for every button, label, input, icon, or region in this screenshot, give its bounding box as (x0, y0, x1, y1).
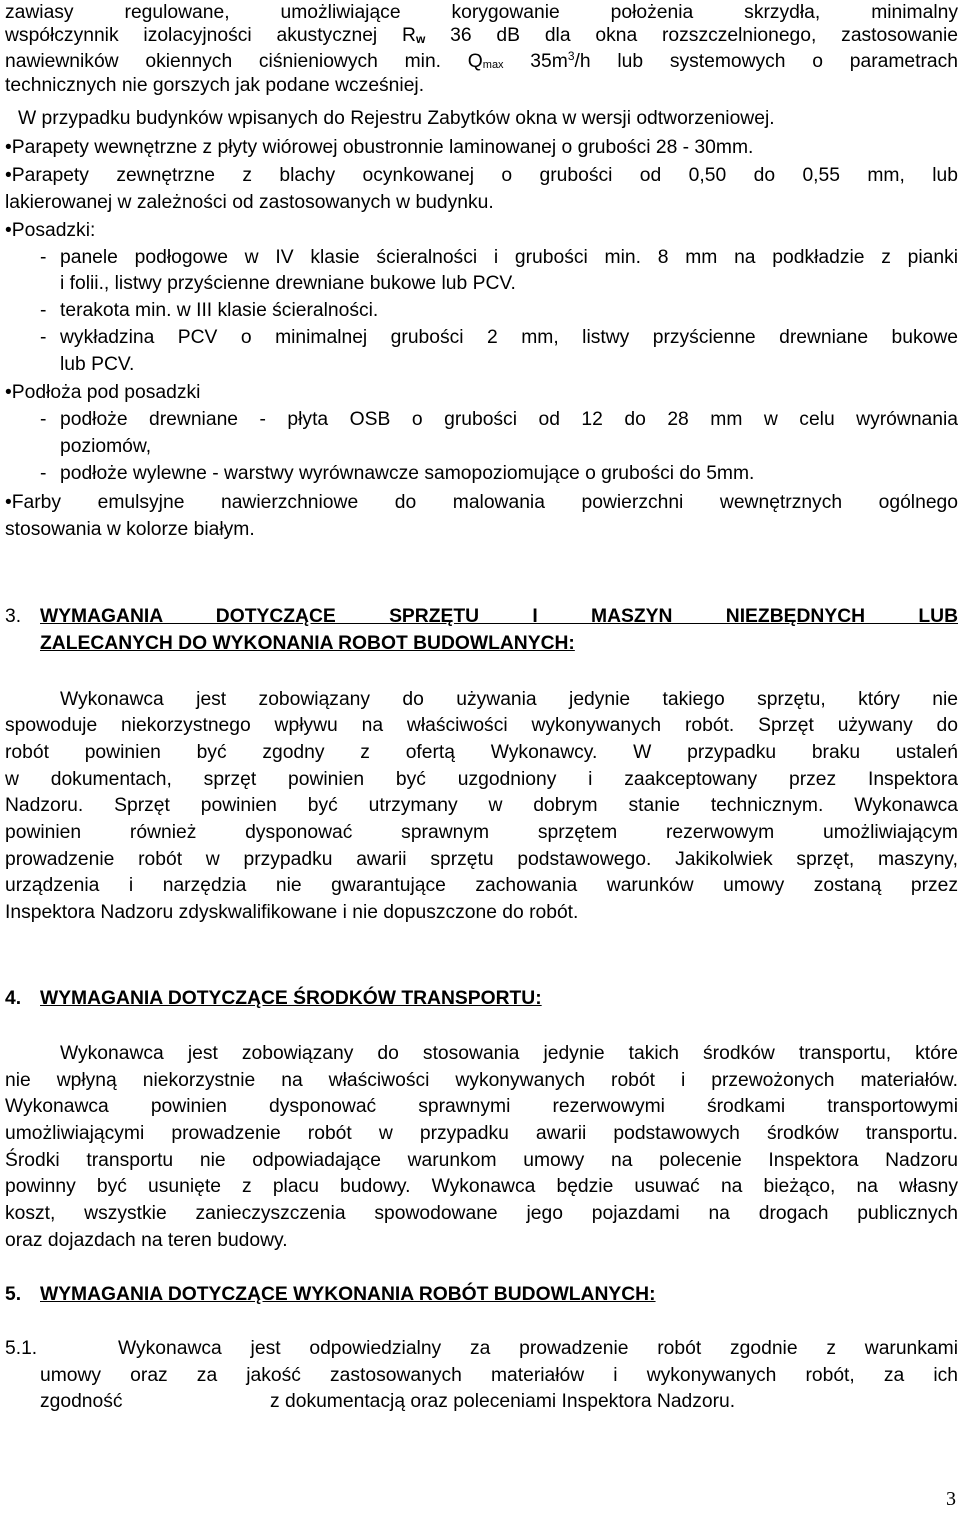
list-dash: - (40, 247, 47, 268)
text-line (5, 517, 958, 543)
list-item (60, 298, 958, 324)
paragraph-line (5, 1174, 958, 1200)
paragraph-line (5, 820, 958, 846)
list-item (60, 407, 958, 433)
text: powinien również dysponować sprawnym sprzętem rezerwowym umożliwiającym (5, 822, 958, 843)
text: z dokumentacją oraz poleceniami Inspektora Nadzoru. (270, 1391, 736, 1412)
text: 35m (503, 51, 568, 72)
text: Wykonawca jest odpowiedzialny za prowadzenie robót zgodnie z warunkami (118, 1338, 958, 1359)
text: Wykonawca jest zobowiązany do używania jedynie takiego sprzętu, który nie (60, 689, 958, 710)
text: robót powinien być zgodny z ofertą Wykonawcy. W przypadku braku ustaleń (5, 742, 958, 763)
text: •Farby emulsyjne nawierzchniowe do malowania powierzchni wewnętrznych ogólnego (5, 492, 958, 513)
section-number: 3. (5, 606, 22, 627)
paragraph-line (118, 1336, 958, 1362)
bullet-item (5, 163, 958, 189)
paragraph-line (5, 1121, 958, 1147)
bullet-item (5, 490, 958, 516)
text: Inspektora Nadzoru zdyskwalifikowane i nie dopuszczone do robót. (5, 902, 579, 923)
section-number: 4. (5, 988, 22, 1009)
text: Nadzoru. Sprzęt powinien być utrzymany w dobrym stanie technicznym. Wykonawca (5, 795, 958, 816)
text: lakierowanej w zależności od zastosowanych w budynku. (5, 192, 494, 213)
paragraph-line (5, 900, 958, 926)
section-title (40, 1282, 958, 1308)
list-dash: - (40, 409, 47, 430)
text: 36 dB dla okna rozszczelnionego, zastosowanie (425, 25, 958, 46)
paragraph-line (5, 1094, 958, 1120)
paragraph-line (270, 1389, 958, 1415)
text: WYMAGANIA DOTYCZĄCE SPRZĘTU I MASZYN NIEZBĘDNYCH LUB (40, 606, 958, 627)
list-item (60, 325, 958, 351)
paragraph-line (5, 1201, 958, 1227)
text: •Parapety wewnętrzne z płyty wiórowej obustronnie laminowanej o grubości 28 - 30mm. (5, 137, 754, 158)
list-dash: - (40, 300, 47, 321)
text: •Podłoża pod posadzki (5, 382, 201, 403)
text-line (5, 49, 958, 75)
subscript: max (482, 59, 504, 71)
text: Środki transportu nie odpowiadające warunkom umowy na polecenie Inspektora Nadzoru (5, 1150, 958, 1171)
text: oraz dojazdach na teren budowy. (5, 1230, 288, 1251)
paragraph-line (5, 767, 958, 793)
text: prowadzenie robót w przypadku awarii sprzętu podstawowego. Jakikolwiek sprzęt, maszyny, (5, 849, 958, 870)
text: spowoduje niekorzystnego wpływu na właściwości wykonywanych robót. Sprzęt używany do (5, 715, 958, 736)
text-line (18, 106, 958, 132)
bullet-item (5, 135, 958, 161)
bullet-item (5, 380, 958, 406)
section-title (40, 631, 958, 657)
text: W przypadku budynków wpisanych do Rejestru Zabytków okna w wersji odtworzeniowej. (18, 108, 775, 129)
text: 5.1. (5, 1338, 38, 1359)
text: lub PCV. (60, 354, 135, 375)
text: zgodność (40, 1391, 123, 1412)
text: urządzenia i narzędzia nie gwarantujące zachowania warunków umowy zostaną przez (5, 875, 958, 896)
text: /h lub systemowych o parametrach (574, 51, 958, 72)
text: Wykonawca powinien dysponować sprawnymi rezerwowymi środkami transportowymi (5, 1096, 958, 1117)
text-line (60, 352, 958, 378)
text: współczynnik izolacyjności akustycznej R (5, 25, 416, 46)
text: stosowania w kolorze białym. (5, 519, 255, 540)
text-line (5, 190, 958, 216)
superscript: 3 (567, 49, 575, 63)
list-item (60, 461, 958, 487)
subsection-number (5, 1336, 45, 1362)
paragraph-line (5, 1228, 958, 1254)
section-title (40, 986, 958, 1012)
text: podłoże wylewne - warstwy wyrównawcze samopoziomujące o grubości do 5mm. (60, 463, 755, 484)
text: panele podłogowe w IV klasie ścieralności i grubości min. 8 mm na podkładzie z pianki (60, 247, 958, 268)
bullet-item (5, 218, 958, 244)
text: nawiewników okiennych ciśnieniowych min. Q (5, 51, 483, 72)
text: Wykonawca jest zobowiązany do stosowania jedynie takich środków transportu, które (60, 1043, 958, 1064)
text: technicznych nie gorszych jak podane wcześniej. (5, 75, 425, 96)
paragraph-line (40, 1363, 958, 1389)
text: i folii., listwy przyścienne drewniane bukowe lub PCV. (60, 273, 516, 294)
text: terakota min. w III klasie ścieralności. (60, 300, 379, 321)
text: nie wpłyną niekorzystnie na właściwości wykonywanych robót i przewożonych materiałów. (5, 1070, 958, 1091)
text: podłoże drewniane - płyta OSB o grubości od 12 do 28 mm w celu wyrównania (60, 409, 958, 430)
paragraph-line (5, 1148, 958, 1174)
subscript: w (415, 32, 426, 46)
paragraph-line (5, 740, 958, 766)
text: •Posadzki: (5, 220, 96, 241)
text: ZALECANYCH DO WYKONANIA ROBOT BUDOWLANYCH: (40, 633, 575, 654)
paragraph-line (5, 873, 958, 899)
text: •Parapety zewnętrzne z blachy ocynkowanej o grubości od 0,50 do 0,55 mm, lub (5, 165, 958, 186)
paragraph-line (5, 1068, 958, 1094)
paragraph-line (5, 793, 958, 819)
text: umowy oraz za jakość zastosowanych materiałów i wykonywanych robót, za ich (40, 1365, 958, 1386)
list-dash: - (40, 463, 47, 484)
text-line (5, 73, 958, 99)
text: WYMAGANIA DOTYCZĄCE ŚRODKÓW TRANSPORTU: (40, 988, 542, 1009)
text-line (5, 23, 958, 49)
text-line (60, 271, 958, 297)
text: powinny być usunięte z placu budowy. Wykonawca będzie usuwać na bieżąco, na własny (5, 1176, 958, 1197)
list-dash: - (40, 327, 47, 348)
text: zawiasy regulowane, umożliwiające korygowanie położenia skrzydła, minimalny (5, 2, 958, 23)
text: umożliwiającymi prowadzenie robót w przypadku awarii podstawowych środków transportu. (5, 1123, 958, 1144)
text: wykładzina PCV o minimalnej grubości 2 mm, listwy przyścienne drewniane bukowe (60, 327, 958, 348)
paragraph-line (60, 687, 958, 713)
section-number: 5. (5, 1284, 22, 1305)
page-number: 3 (946, 1488, 956, 1510)
paragraph-line (60, 1041, 958, 1067)
section-title (40, 604, 958, 630)
text: koszt, wszystkie zanieczyszczenia spowodowane jego pojazdami na drogach publicznych (5, 1203, 958, 1224)
text: poziomów, (60, 436, 152, 457)
paragraph-line (5, 847, 958, 873)
text: WYMAGANIA DOTYCZĄCE WYKONANIA ROBÓT BUDOWLANYCH: (40, 1284, 656, 1305)
paragraph-line (5, 713, 958, 739)
list-item (60, 245, 958, 271)
text: w dokumentach, sprzęt powinien być uzgodniony i zaakceptowany przez Inspektora (5, 769, 958, 790)
text-line (60, 434, 958, 460)
